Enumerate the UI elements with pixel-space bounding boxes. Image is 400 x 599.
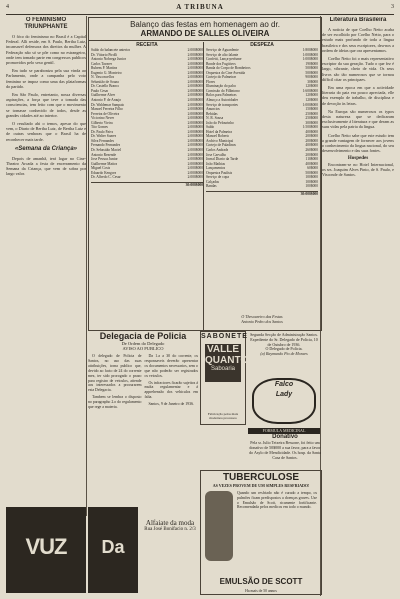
notice-paragraph: Os infractores ficarão sujeitos á multa regulamentar e á apprehensão dos vehiculos em falta. xyxy=(144,380,198,400)
notice-paragraph: Santos, 9 de Janeiro de 1936. xyxy=(148,402,194,407)
balance-row-label: Serviço de alto falante xyxy=(206,52,239,57)
page-number-right: 3 xyxy=(391,4,394,10)
balance-row-value: 2:000$000 xyxy=(187,157,203,162)
article-paragraph: Em São Paulo, entretanto, nossa diversas aspirações, a força que teve a tomada das consciencias, tem feito com que o movimento se tornasse conhecido de todos, desde as grandes cidades até ao interior. xyxy=(6,92,86,118)
balance-row-value: 2:000$000 xyxy=(187,57,203,62)
balance-row-label: Calçadas xyxy=(206,179,219,184)
falco-ad xyxy=(248,372,320,432)
balance-row-value: 1:600$000 xyxy=(302,88,318,93)
balance-row-value: 120$000 xyxy=(305,84,318,89)
column-divider xyxy=(86,16,87,516)
balance-row-label: Cortejo do Palmeiras xyxy=(206,75,237,80)
balance-row-label: Eduardo Kengore xyxy=(91,170,117,175)
balance-row-label: Paulo Cesar xyxy=(91,88,109,93)
balance-title: Balanço das festas em homenagem ao dr. xyxy=(130,20,280,29)
balance-row-value: 300$000 xyxy=(305,120,318,125)
balance-row-value: 1:800$000 xyxy=(302,48,318,52)
balance-row-label: Bolos para Palmeiras xyxy=(206,93,237,98)
balance-row-label: João do Pelourinho xyxy=(206,120,234,125)
notice-title: Delegacia de Policia xyxy=(99,331,187,341)
balance-row-value: 1:500$000 xyxy=(302,125,318,130)
balance-row-label: Hotel da Palmeira xyxy=(206,129,232,134)
balance-row-value: 2:000$000 xyxy=(187,170,203,175)
section-title: Hospedes xyxy=(347,156,369,162)
balance-row-label: Gilberto Vieira xyxy=(91,120,113,125)
balance-row-label: Antonio Rezende xyxy=(91,152,117,157)
balance-table xyxy=(88,17,322,331)
balance-row-label: Serviço de transportes xyxy=(206,102,238,107)
tb-ad-title: TUBERCULOSE xyxy=(222,472,300,483)
tb-ad-subtitle: AS VEZES PROVEM DE UM SIMPLES RESFRIADO! xyxy=(212,483,310,488)
balance-row-value: 1:000$000 xyxy=(302,57,318,62)
balance-row-label: Tito Gomes xyxy=(91,125,108,130)
section-title: «Semana da Criança» xyxy=(14,145,78,152)
balance-row-label: Dr. Sebastião Maciel xyxy=(91,148,122,153)
balance-row-label: Almoço a Autoridades xyxy=(206,98,239,103)
balance-row-value: 2:000$000 xyxy=(187,120,203,125)
balance-row xyxy=(206,184,318,189)
balance-row-value: 190$000 xyxy=(305,61,318,66)
balance-row-value: 1:000$000 xyxy=(302,102,318,107)
balance-row-value: 400$000 xyxy=(305,161,318,166)
balance-row-value: 2:000$000 xyxy=(187,61,203,66)
receita-column xyxy=(91,42,204,330)
falco-logo: Falco Lady xyxy=(252,378,316,424)
balance-row-value: 100$000 xyxy=(305,184,318,189)
balance-row-label: Jose Pessoa Junior xyxy=(91,157,118,162)
balance-row-label: Dr. Walter Soares xyxy=(91,134,117,139)
balance-row-value: 120$000 xyxy=(305,93,318,98)
balance-row-value: 60$000 xyxy=(307,166,318,171)
balance-row-value: 200$000 xyxy=(305,152,318,157)
soap-bar-image: VALLE QUANTO Saboaria xyxy=(205,344,241,382)
balance-row-value: 250$000 xyxy=(305,111,318,116)
balance-row-value: 2:000$000 xyxy=(187,111,203,116)
balance-row-value: 2:000$000 xyxy=(187,166,203,171)
balance-row-label: Jornal Diario da Tarde xyxy=(206,157,239,162)
despesa-total: 30:000$000 xyxy=(206,191,318,197)
article-title: O FEMINISMO TRIUNPHANTE xyxy=(24,17,68,30)
balance-row-value: 2:000$000 xyxy=(187,125,203,130)
police-edital xyxy=(248,333,320,357)
balance-row-label: Sebastião de Souza xyxy=(91,79,119,84)
article-paragraph: Depois de amanhã, terá logar no Cine-Theatro Arcada a festa de encerramento da Semana da Criança, que vem de sobra por largo valor. xyxy=(6,155,86,177)
balance-row-value: 2:000$000 xyxy=(187,75,203,80)
balance-row-label: Dr. Alfredo C. Cesar xyxy=(91,175,121,180)
balance-row-label: Rubens P. Martins xyxy=(91,66,118,71)
balance-row-value: 900$000 xyxy=(305,75,318,80)
balance-row-value: 500$000 xyxy=(305,66,318,71)
balance-row-label: Carlos Andrade xyxy=(206,148,229,153)
balance-row-label: Saldo xyxy=(206,125,215,130)
balance-row-label: Illuminação do palco xyxy=(206,84,237,89)
balance-row-label: Dr. Vittorio Pirolli xyxy=(91,52,118,57)
balance-row-value: 2:000$000 xyxy=(187,152,203,157)
balance-row-label: Silva Fernandes xyxy=(91,138,115,143)
balance-row-value: 2:000$000 xyxy=(187,66,203,71)
balance-row-label: Comissão do Fillintono xyxy=(206,88,240,93)
balance-row-label: N. Vasconcellos xyxy=(91,75,115,80)
receita-heading: RECEITA xyxy=(136,42,158,48)
balance-row-label: Carlos Tavares xyxy=(91,61,113,66)
balance-row-value: 200$000 xyxy=(305,138,318,143)
balance-row-value: 500$000 xyxy=(305,170,318,175)
balance-signature: O Thesoureiro das Festas Antonio Pedro dos Santos xyxy=(241,314,283,324)
falco-band: FORMULA MEDICINAL xyxy=(248,428,320,434)
balance-row-label: Orquestra do Cine Avenida xyxy=(206,70,245,75)
article-paragraph: Coelho Netto sabe que este estudo tem a grande vantagem de fornecer aos jovens o conhecimento da lingua nacional, do seu desenvolvimento e das suas fontes. xyxy=(322,132,394,154)
tailor-ad xyxy=(88,507,198,593)
balance-row-label: Ferreira de Oliveira xyxy=(91,111,120,116)
balance-row-value: 100$000 xyxy=(305,175,318,180)
balance-row-value: 2:000$000 xyxy=(187,116,203,121)
balance-row-value: 2:000$000 xyxy=(187,84,203,89)
balance-row-label: Dr. Paulo Paiva xyxy=(91,129,114,134)
tuberculosis-ad xyxy=(200,470,322,595)
vuz-ad: VUZ xyxy=(6,507,86,593)
balance-row-label: Fernando Fernandes xyxy=(91,143,121,148)
balance-row-label: Eugenio G. Monteiro xyxy=(91,70,122,75)
newspaper-title: A TRIBUNA xyxy=(176,3,224,11)
balance-row-label: Bandas xyxy=(206,184,217,189)
balance-row-label: Antonio P. de Araujo xyxy=(91,98,122,103)
donation-notice xyxy=(248,434,322,461)
balance-row-value: 1:000$000 xyxy=(302,52,318,57)
balance-row-label: Bonde dos Fugitivos xyxy=(206,61,236,66)
balance-row-label: Anuncios xyxy=(206,107,220,112)
edital-sign: O Delegado de Policia. xyxy=(265,346,303,352)
balance-row-value: 2:000$000 xyxy=(187,52,203,57)
tailor-ad-title: Alfaiate da moda xyxy=(145,519,195,527)
balance-row-label: Victorino Neves xyxy=(91,116,115,121)
page-number-left: 4 xyxy=(6,4,9,10)
balance-row-label: Cortejo de Paladinos xyxy=(206,143,236,148)
article-paragraph: Encontram-se no Hotel Internacional, os srs. Joaquim Alves Pinto, de S. Paulo, e Visconde de Santos. xyxy=(322,161,394,178)
balance-row-value: 2:000$000 xyxy=(187,161,203,166)
balance-row-value: 400$000 xyxy=(305,129,318,134)
balance-row-label: Manoel Ferreira Filho xyxy=(91,107,123,112)
balance-row-value: 250$000 xyxy=(305,116,318,121)
tailor-ad-mark: Da xyxy=(88,507,138,593)
tb-ad-text: Quando um resfriado não é curado a tempo, os pulmões ficam predispostos a doenças graves. Use o Emulsão de Scott, ricamente fortificante. Recomendada pelos medicos em todo o mundo. xyxy=(237,491,317,510)
balance-row-label: Serviço de Aguardente xyxy=(206,48,239,52)
article-title: Literatura Brasileira xyxy=(329,17,387,23)
balance-row-value: 150$000 xyxy=(305,107,318,112)
soap-ad-title: SABONETE xyxy=(201,333,248,340)
balance-row-value: 2:000$000 xyxy=(187,129,203,134)
balance-row-label: Archivo Municipal xyxy=(206,138,234,143)
balance-row-value: 2:000$000 xyxy=(187,88,203,93)
despesa-column xyxy=(206,42,318,330)
tb-ad-brand: EMULSÃO DE SCOTT xyxy=(219,577,303,586)
balance-row-value: 2:000$000 xyxy=(187,148,203,153)
literature-article xyxy=(322,17,394,597)
notice-subtitle2: AVISO AO PUBLICO xyxy=(122,346,164,351)
balance-row-label: N. R. Sousa xyxy=(206,116,224,121)
balance-row-value: 260$000 xyxy=(305,148,318,153)
balance-row xyxy=(91,175,203,180)
balance-row-label: Banda do Corpo de Bombeiros xyxy=(206,66,251,71)
notice-paragraph: O delegado de Policia de Santos, no uso das suas attribuições, torna publico que, devido ao facto de 24 do corrente mez, ter sido prorogado o prazo para registro de veiculos, attende aos interessados a procurarem esta Delegacia. xyxy=(88,354,142,393)
balance-row-label: Guilherme Alves xyxy=(91,93,116,98)
despesa-heading: DESPEZA xyxy=(250,42,274,48)
balance-row-value: 2:000$000 xyxy=(187,93,203,98)
tb-ad-tagline: Ha mais de 50 annos xyxy=(245,589,277,593)
balance-row-value: 2:000$000 xyxy=(187,70,203,75)
balance-row-value: 200$000 xyxy=(305,134,318,139)
balance-row-value: 30$000 xyxy=(307,79,318,84)
balance-row-label: Orquestra Paulista xyxy=(206,170,233,175)
balance-row-value: 2:000$000 xyxy=(187,134,203,139)
balance-row-value: 110$000 xyxy=(305,157,318,162)
notice-paragraph: Da 1.a a 30 do corrente, os responsaveis deverão apresentar os documentos necessarios, sem o que não poderão ser registrados os veiculos. xyxy=(144,354,198,378)
balance-row-label: Lançamentos xyxy=(206,166,226,171)
edital-sign2: (a) Raymundo Pio de Moraes xyxy=(260,351,308,357)
balance-row-value: 400$000 xyxy=(305,143,318,148)
balance-subtitle: ARMANDO DE SALLES OLIVEIRA xyxy=(89,29,321,41)
balance-row-value: 2:000$000 xyxy=(187,79,203,84)
balance-row-value: 500$000 xyxy=(305,70,318,75)
balance-row-label: Confetti, Lança-perfume xyxy=(206,57,242,62)
balance-row-value: 2:000$000 xyxy=(187,143,203,148)
balance-row-value: 2:000$000 xyxy=(187,102,203,107)
balance-row-value: 2:000$000 xyxy=(187,48,203,52)
balance-row-label: Antonio Nobrega Junior xyxy=(91,57,126,62)
article-paragraph: A noticia de que Coelho Netto acaba de ser escolhido por Coelho Netto, para o estudo mais profundo de toda a lingua brasileira e dos seus escriptores, deu-nos a ordem de ideias que ora apresentamos. xyxy=(322,27,394,53)
article-paragraph: Coelho Netto foi o mais representativo escriptor da sua geração. Tudo o que fez é largo, vibrante, cheio de vida. Os seus livros são tão numerosos que se tornou difficil citar os principaes. xyxy=(322,56,394,82)
soap-ad xyxy=(200,331,249,425)
soap-ad-footer: Fabricação pelos mais modernos processos xyxy=(207,411,239,421)
article-paragraph: Na Europa são numerosos os typos desta natureza que se dedicaram exclusivamente á literatura e que deram as suas vidas pela patria da lingua. xyxy=(322,108,394,130)
balance-row-value: 2:000$000 xyxy=(187,107,203,112)
article-paragraph: Em uma epoca em que a actividade literaria do paiz era pouco apreciada, elle deu exemplo de trabalho, de disciplina e de devoção às letras. xyxy=(322,85,394,106)
balance-row-label: Dr. Waldemar Sampaio xyxy=(91,102,125,107)
balance-row-value: 2:000$000 xyxy=(187,138,203,143)
article-paragraph: Em tudo se paraboniza pela sua vinda ao Parlamento, onde a campanha pelo voto feminino se impoz como uma das plataformas do partido. xyxy=(6,68,86,89)
balance-row-label: Serviço de copa xyxy=(206,175,229,180)
page-header xyxy=(6,2,394,15)
balance-row-label: Jose Carvalho xyxy=(206,152,227,157)
balance-row-label: Manoel Roberto xyxy=(206,134,230,139)
balance-row-label: Flores xyxy=(206,79,215,84)
notice-paragraph: Tambem se lembra o disposto no paragrapho 2.o do regulamento que rege a materia. xyxy=(88,395,142,410)
balance-row-value: 2:000$000 xyxy=(187,98,203,103)
edital-text: Segunda Secção de Administração Santos. Expediente do Sr. Delegado de Policia, 10 de Outubro de 1936. xyxy=(250,332,318,347)
balance-row-value: 120$000 xyxy=(305,98,318,103)
balance-row-value: 100$000 xyxy=(305,179,318,184)
balance-row-label: Bebidas xyxy=(206,111,218,116)
article-paragraph: O fóco do feminismo no Brasil é a Capital Federal. Alli reside, em S. Paulo, Bertha Lutz, incansavel defensora dos direitos da mulher. A Federação não só se põe como no estrangeiro, onde tem tomado parte em congressos publicos promovidos pelo sexo gentil. xyxy=(6,34,86,66)
donation-text: Pela sr. Julio Teixeira Bessone, foi feito um donativo de 50$000 a sua favor, para a favor do Asylo de Mendicidade. Os hosp. da Santa Casa de Santos. xyxy=(249,440,321,460)
balance-row-label: Miguel Costa xyxy=(91,166,111,171)
notice-subtitle: De Ordem do Delegado xyxy=(121,341,165,346)
donation-title: Donativo xyxy=(272,434,298,440)
tailor-ad-address: Rua José Bonifacio n. 2/3 xyxy=(144,527,196,532)
balance-row-label: Dr. Castello Branco xyxy=(91,84,120,89)
balance-row-label: Saldo do balancete anterior xyxy=(91,48,131,52)
article-paragraph: O resultado ahi o temos, apesar do que vem, o Diario de Bertha Lutz, de Bertha Lutz e de outras senhoras que o Brasil ha de reconhecer mais tarde. xyxy=(6,121,86,142)
receita-total: 30:000$000 xyxy=(91,182,203,188)
balance-row-label: Guilherme Mattos xyxy=(91,161,118,166)
balance-row-value: 2:000$000 xyxy=(187,175,203,180)
balance-row-label: João Mathias xyxy=(206,161,226,166)
fisherman-image xyxy=(205,491,233,561)
